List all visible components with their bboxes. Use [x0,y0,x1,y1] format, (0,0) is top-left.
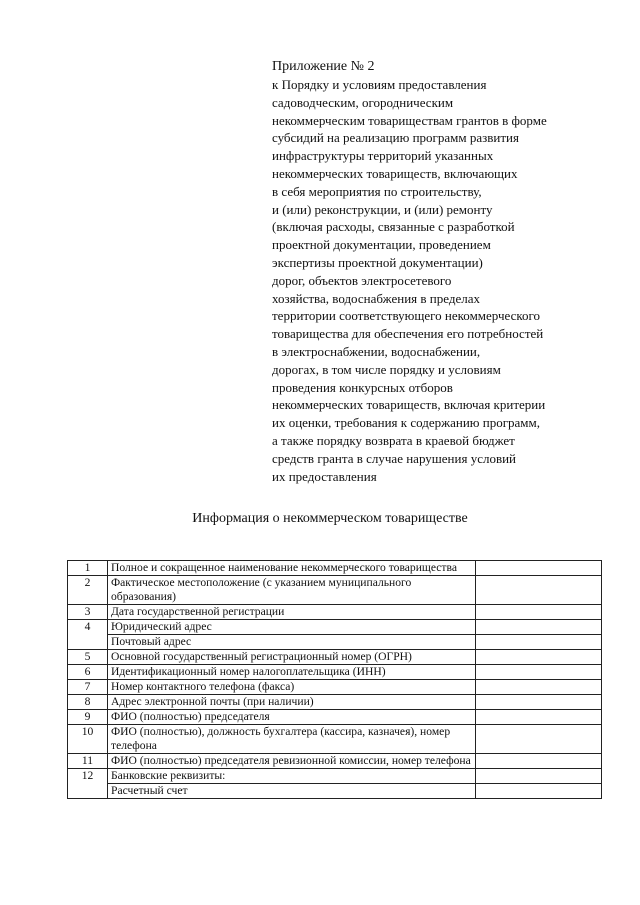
appendix-line: субсидий на реализацию программ развития [272,130,519,146]
appendix-title: Приложение № 2 [272,59,375,74]
row-value-cell[interactable] [476,725,602,754]
table-row [68,635,602,650]
appendix-line: и (или) реконструкции, и (или) ремонту [272,201,493,217]
appendix-line: в электроснабжении, водоснабжении, [272,343,481,359]
row-number: 8 [68,695,108,710]
row-value-cell[interactable] [476,754,602,769]
table-row [68,769,602,784]
row-value-cell[interactable] [476,784,602,799]
row-label: Банковские реквизиты: [108,769,476,784]
appendix-line: (включая расходы, связанные с разработкой [272,219,515,235]
row-value-cell[interactable] [476,680,602,695]
row-number: 3 [68,605,108,620]
row-label: ФИО (полностью) председателя [108,710,476,725]
row-value-cell[interactable] [476,561,602,576]
section-heading: Информация о некоммерческом товариществе [192,511,468,526]
row-label: Дата государственной регистрации [108,605,476,620]
table-row [68,605,602,620]
row-value-cell[interactable] [476,620,602,635]
row-value-cell[interactable] [476,665,602,680]
row-label: Полное и сокращенное наименование некоммерческого товарищества [108,561,476,576]
row-number: 2 [68,576,108,605]
table-row [68,561,602,576]
row-label: Основной государственный регистрационный номер (ОГРН) [108,650,476,665]
row-value-cell[interactable] [476,576,602,605]
table-row [68,695,602,710]
table-row [68,620,602,635]
row-sublabel: Расчетный счет [108,784,476,799]
row-number: 5 [68,650,108,665]
row-label: ФИО (полностью) председателя ревизионной комиссии, номер телефона [108,754,476,769]
row-number: 10 [68,725,108,754]
row-label: Адрес электронной почты (при наличии) [108,695,476,710]
row-number: 7 [68,680,108,695]
appendix-line: дорогах, в том числе порядку и условиям [272,361,501,377]
table-row [68,576,602,605]
appendix-line: инфраструктуры территорий указанных [272,148,494,164]
appendix-line: товарищества для обеспечения его потребностей [272,326,544,342]
table-row [68,650,602,665]
row-value-cell[interactable] [476,710,602,725]
row-value-cell[interactable] [476,605,602,620]
row-label: Номер контактного телефона (факса) [108,680,476,695]
appendix-line: средств гранта в случае нарушения условий [272,450,517,466]
appendix-line: дорог, объектов электросетевого [272,272,452,288]
row-value-cell[interactable] [476,695,602,710]
appendix-line: в себя мероприятия по строительству, [272,183,482,199]
appendix-line: к Порядку и условиям предоставления [272,77,487,92]
row-number: 1 [68,561,108,576]
row-label: Идентификационный номер налогоплательщика (ИНН) [108,665,476,680]
appendix-line: проведения конкурсных отборов [272,379,453,395]
appendix-line: территории соответствующего некоммерческого [272,308,541,324]
appendix-line: проектной документации, проведением [272,237,491,253]
row-number: 9 [68,710,108,725]
info-table [67,560,602,799]
row-number: 6 [68,665,108,680]
appendix-line: экспертизы проектной документации) [272,254,483,270]
row-number: 4 [68,620,108,650]
appendix-line: садоводческим, огородническим [272,94,454,110]
row-number: 12 [68,769,108,799]
table-row [68,784,602,799]
row-label: Фактическое местоположение (с указанием муниципального образования) [108,576,476,605]
row-label: Юридический адрес [108,620,476,635]
appendix-line: а также порядку возврата в краевой бюджет [272,432,515,448]
appendix-header [272,57,617,485]
row-value-cell[interactable] [476,635,602,650]
table-row [68,725,602,754]
appendix-line: некоммерческих товариществ, включая критерии [272,397,546,413]
appendix-line: хозяйства, водоснабжения в пределах [272,290,480,306]
table-row [68,665,602,680]
row-value-cell[interactable] [476,769,602,784]
row-number: 11 [68,754,108,769]
table-row [68,754,602,769]
appendix-line: их предоставления [272,468,377,484]
appendix-line: их оценки, требования к содержанию программ, [272,415,541,431]
table-row [68,680,602,695]
appendix-line: некоммерческим товариществам грантов в форме [272,112,547,128]
row-value-cell[interactable] [476,650,602,665]
row-label: ФИО (полностью), должность бухгалтера (кассира, казначея), номер телефона [108,725,476,754]
appendix-line: некоммерческих товариществ, включающих [272,165,518,181]
row-sublabel: Почтовый адрес [108,635,476,650]
table-row [68,710,602,725]
